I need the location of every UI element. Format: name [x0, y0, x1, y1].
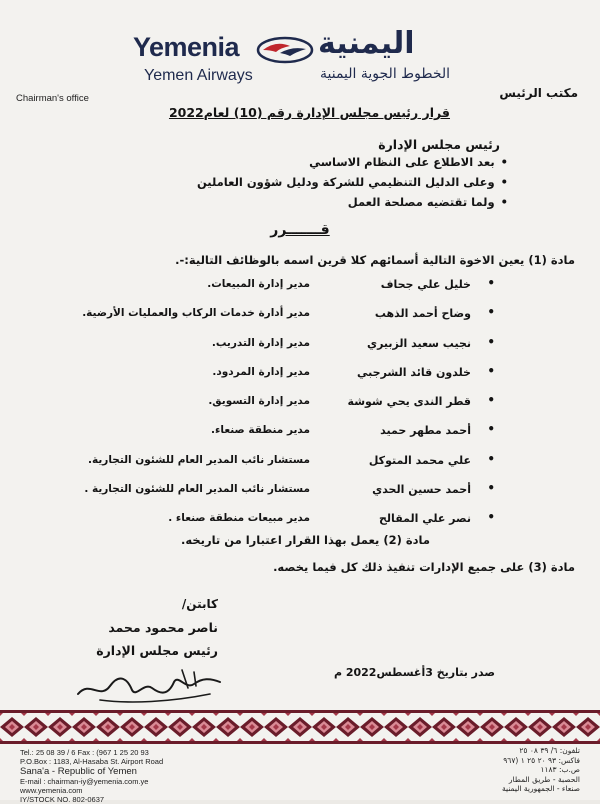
consideration-item: • ولما تقتضيه مصلحة العمل	[197, 192, 508, 212]
issue-date: صدر بتاريخ 3أغسطس2022 م	[333, 666, 495, 679]
footer-country: Sana'a - Republic of Yemen	[20, 766, 137, 777]
appointee-name: أحمد حسين الحدي	[372, 483, 471, 497]
appointee-role: مستشار نائب المدير العام للشئون التجارية .	[84, 483, 310, 496]
appointee-role: مدير أدارة خدمات الركاب والعمليات الأرضية.	[82, 307, 310, 320]
appointment-row	[85, 422, 495, 451]
appointee-role: مدير منطقة صنعاء.	[211, 424, 310, 437]
footer-website: www.yemenia.com	[20, 786, 83, 795]
appointee-role: مدير مبيعات منطقة صنعاء .	[168, 512, 310, 525]
appointment-row	[82, 305, 495, 334]
appointee-name: علي محمد المتوكل	[368, 453, 471, 467]
appointment-row	[84, 481, 495, 510]
appointee-name: أحمد مطهر حميد	[380, 424, 471, 438]
office-label-english: Chairman's office	[16, 93, 89, 104]
decision-title: قرار رئيس مجلس الإدارة رقم (10) لعام2022	[168, 105, 450, 120]
footer-email: E-mail : chairman-iy@yemenia.com.ye	[20, 777, 149, 786]
appointee-name: خليل علي جحاف	[380, 278, 471, 291]
ornamental-band	[0, 710, 600, 744]
bullet-icon: •	[487, 305, 495, 320]
handwritten-signature	[70, 660, 230, 708]
footer-street-arabic: الحصبة - طريق المطار	[508, 774, 580, 784]
bullet-icon: •	[487, 481, 495, 496]
appointment-row	[85, 451, 495, 481]
signatory-role: رئيس مجلس الإدارة	[96, 643, 218, 658]
footer-pobox-arabic: ص.ب: ١١٨٣	[540, 765, 580, 774]
signatory-title: كابتن/	[181, 597, 218, 611]
article-2: مادة (2) يعمل بهذا القرار اعتبارا من تاريخه.	[181, 533, 430, 547]
footer-contact-english	[20, 748, 163, 804]
brand-name-latin: Yemenia	[133, 32, 240, 62]
bullet-icon: •	[487, 422, 495, 437]
footer-city-arabic: صنعاء - الجمهورية اليمنية	[501, 784, 580, 793]
bullet-icon: •	[487, 334, 495, 349]
appointment-row	[85, 334, 495, 364]
appointee-role: مدير إدارة التسويق.	[208, 395, 310, 408]
brand-subtitle-arabic: الخطوط الجوية اليمنية	[320, 66, 451, 82]
article-1: مادة (1) يعين الاخوة التالية أسمائهم كلا قرين اسمه بالوظائف التالية:-.	[175, 253, 575, 267]
appointee-name: نصر علي المقالح	[379, 512, 471, 526]
bullet-icon: •	[487, 510, 495, 525]
appointee-role: مدير إدارة المبيعات.	[207, 278, 310, 290]
appointee-role: مدير إدارة المردود.	[212, 365, 310, 378]
brand-name-arabic: اليمنية	[318, 26, 415, 61]
appointee-name: قطر الندى يحي شوشة	[347, 395, 471, 409]
appointment-row	[85, 276, 495, 305]
bullet-icon: •	[487, 451, 495, 466]
office-label-arabic: مكتب الرئيس	[499, 86, 578, 100]
signatory-name: ناصر محمود محمد	[108, 620, 218, 635]
appointee-role: مستشار نائب المدير العام للشئون التجارية.	[87, 453, 310, 466]
footer-contact-arabic	[502, 746, 580, 794]
appointment-row	[85, 393, 495, 422]
footer-fax-arabic: فاكس: ٩٣ ٢٠ ٢٥ ١ (٩٦٧	[503, 755, 580, 765]
appointee-name: وضاح أحمد الذهب	[374, 307, 471, 321]
bullet-icon: •	[487, 393, 495, 408]
brand-subtitle-latin: Yemen Airways	[144, 67, 253, 84]
bullet-icon: •	[487, 363, 495, 378]
appointments-list	[82, 276, 495, 540]
considerations-list	[197, 152, 508, 212]
footer-pobox: P.O.Box : 1183, Al-Hasaba St. Airport Road	[20, 757, 164, 766]
appointee-name: نجيب سعيد الزبيري	[366, 336, 471, 350]
appointment-row	[85, 363, 495, 393]
decided-heading: قـــــــرر	[270, 222, 330, 238]
article-3: مادة (3) على جميع الإدارات تنفيذ ذلك كل فيما يخصه.	[273, 560, 575, 574]
consideration-item: • وعلى الدليل التنظيمي للشركة ودليل شؤون العاملين	[197, 172, 508, 192]
bullet-icon: •	[487, 276, 495, 290]
appointee-name: خلدون قائد الشرجبي	[357, 365, 471, 379]
decision-issuer: رئيس مجلس الإدارة	[378, 137, 500, 152]
yemenia-wing-logo-icon	[256, 36, 314, 64]
consideration-item: • بعد الاطلاع على النظام الاساسي	[197, 152, 508, 172]
appointee-role: مدير إدارة التدريب.	[211, 336, 310, 349]
footer-phone-arabic: تلفون: ٦/ ٣٩ ٠٨ ٢٥	[519, 746, 580, 755]
footer-phone: Tel.: 25 08 39 / 6 Fax : (967 1 25 20 93	[20, 748, 149, 757]
footer-document-number: IY/STOCK NO. 802-0637	[20, 795, 105, 804]
